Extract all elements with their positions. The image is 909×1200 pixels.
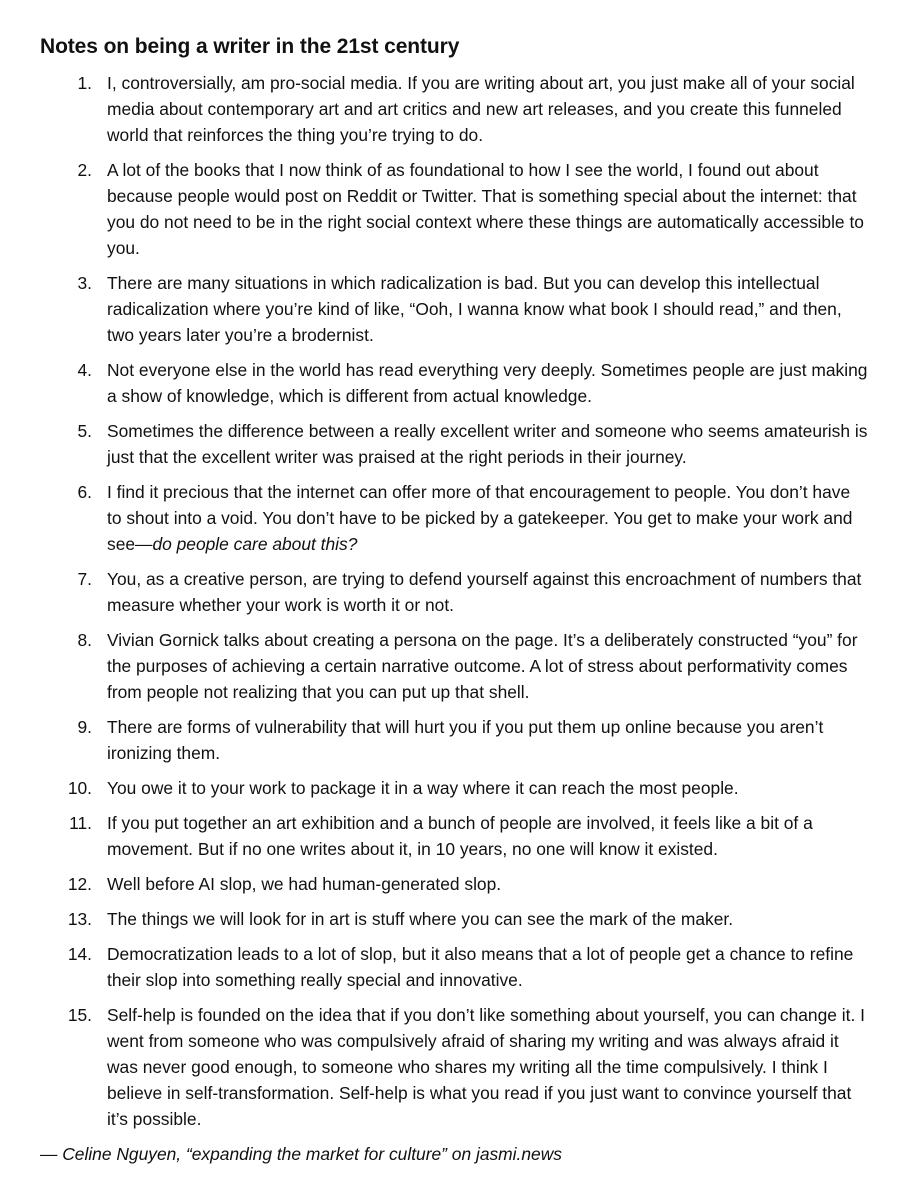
list-item-number: 6.	[77, 482, 92, 502]
list-item-text	[107, 906, 869, 932]
list-item-body: I find it precious that the internet can offer more of that encouragement to people. You don’t have to shout into a void. You don’t have to be picked by a gatekeeper. You get to make your work and see—	[107, 482, 853, 554]
list-item-emphasis: do people care about this?	[152, 534, 358, 554]
list-item-body: Democratization leads to a lot of slop, but it also means that a lot of people get a chance to refine their slop into something really special and innovative.	[107, 944, 854, 990]
list-item	[40, 871, 869, 897]
list-item-body: I, controversially, am pro-social media. If you are writing about art, you just make all of your social media about contemporary art and art critics and new art releases, and you create this funneled world that reinforces the thing you’re trying to do.	[107, 73, 855, 145]
list-item-body: A lot of the books that I now think of as foundational to how I see the world, I found out about because people would post on Reddit or Twitter. That is something special about the internet: that you do not need to be in the right social context where these things are automatically accessible to you.	[107, 160, 864, 258]
list-item-body: Self-help is founded on the idea that if you don’t like something about yourself, you can change it. I went from someone who was compulsively afraid of sharing my writing and was always afraid it was never good enough, to someone who shares my writing all the time compulsively. I think I believe in self-transformation. Self-help is what you read if you just want to convince yourself that it’s possible.	[107, 1005, 865, 1129]
page-title: Notes on being a writer in the 21st century	[40, 35, 460, 58]
list-item-text	[107, 941, 869, 993]
list-item-number: 13.	[67, 909, 92, 929]
list-item-number: 14.	[67, 944, 92, 964]
list-item	[40, 566, 869, 618]
list-item	[40, 906, 869, 932]
list-item-text	[107, 1002, 869, 1132]
list-item	[40, 627, 869, 705]
list-item-text	[107, 566, 869, 618]
list-item-number: 5.	[77, 421, 92, 441]
list-item-text	[107, 775, 869, 801]
list-item	[40, 810, 869, 862]
list-item-number: 9.	[77, 717, 92, 737]
list-item-text	[107, 871, 869, 897]
list-item-body: There are forms of vulnerability that will hurt you if you put them up online because you aren’t ironizing them.	[107, 717, 824, 763]
list-item	[40, 70, 869, 148]
list-item	[40, 418, 869, 470]
list-item	[40, 941, 869, 993]
attribution: — Celine Nguyen, “expanding the market for culture” on jasmi.news	[40, 1144, 562, 1164]
list-item-number: 12.	[67, 874, 92, 894]
list-item-text	[107, 418, 869, 470]
list-item-text	[107, 70, 869, 148]
list-item-body: Not everyone else in the world has read everything very deeply. Sometimes people are just making a show of knowledge, which is different from actual knowledge.	[107, 360, 868, 406]
list-item-number: 3.	[77, 273, 92, 293]
list-item	[40, 775, 869, 801]
list-item-number: 2.	[77, 160, 92, 180]
list-item-number: 11.	[69, 813, 92, 833]
list-item-number: 8.	[77, 630, 92, 650]
list-item	[40, 157, 869, 261]
list-item-number: 15.	[67, 1005, 92, 1025]
list-item-number: 4.	[77, 360, 92, 380]
list-item-body: You, as a creative person, are trying to defend yourself against this encroachment of numbers that measure whether your work is worth it or not.	[107, 569, 862, 615]
list-item-body: Sometimes the difference between a really excellent writer and someone who seems amateurish is just that the excellent writer was praised at the right periods in their journey.	[107, 421, 868, 467]
list-item-body: The things we will look for in art is stuff where you can see the mark of the maker.	[107, 909, 734, 929]
list-item-text	[107, 357, 869, 409]
list-item-body: There are many situations in which radicalization is bad. But you can develop this intellectual radicalization where you’re kind of like, “Ooh, I wanna know what book I should read,” and then, two years later you’re a brodernist.	[107, 273, 842, 345]
list-item-text	[107, 627, 869, 705]
list-item-body: Well before AI slop, we had human-generated slop.	[107, 874, 502, 894]
list-item-text	[107, 157, 869, 261]
list-item-body: Vivian Gornick talks about creating a persona on the page. It’s a deliberately constructed “you” for the purposes of achieving a certain narrative outcome. A lot of stress about performativity comes from people not realizing that you can put up that shell.	[107, 630, 858, 702]
list-item-body: If you put together an art exhibition and a bunch of people are involved, it feels like a bit of a movement. But if no one writes about it, in 10 years, no one will know it existed.	[107, 813, 813, 859]
list-item-text	[107, 270, 869, 348]
list-item-text	[107, 714, 869, 766]
list-item-number: 10.	[67, 778, 92, 798]
list-item-number: 7.	[77, 569, 92, 589]
notes-list	[40, 70, 869, 1132]
list-item	[40, 357, 869, 409]
list-item	[40, 479, 869, 557]
list-item	[40, 270, 869, 348]
list-item-number: 1.	[77, 73, 92, 93]
list-item-text	[107, 810, 869, 862]
list-item-text	[107, 479, 869, 557]
list-item	[40, 714, 869, 766]
list-item	[40, 1002, 869, 1132]
list-item-body: You owe it to your work to package it in a way where it can reach the most people.	[107, 778, 739, 798]
